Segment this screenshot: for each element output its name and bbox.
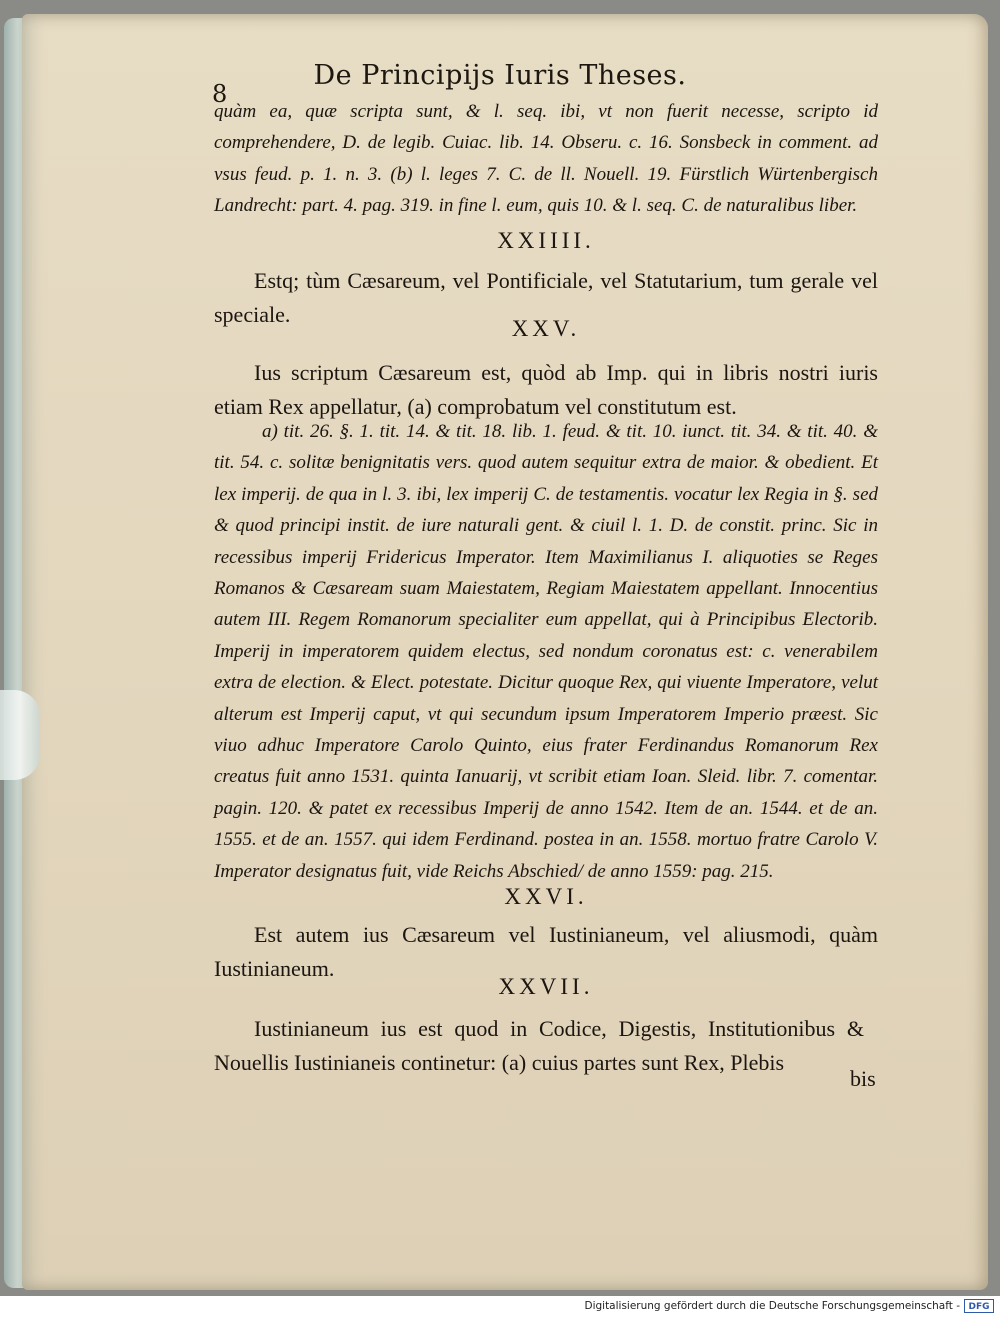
- section-heading-25: XXV.: [511, 316, 581, 341]
- section-heading-26: XXVI.: [504, 884, 588, 909]
- footer-credit: Digitalisierung gefördert durch die Deutsche Forschungsgemeinschaft -: [584, 1300, 960, 1312]
- section-heading-24: XXIIII.: [497, 228, 595, 253]
- section-heading-27: XXVII.: [498, 974, 594, 999]
- paragraph-26: Est autem ius Cæsareum vel Iustinianeum, vel aliusmodi, quàm Iustinianeum.: [214, 922, 878, 981]
- footer-bar: [0, 1297, 1000, 1317]
- dfg-logo-icon[interactable]: DFG: [964, 1299, 994, 1313]
- footnote-top: quàm ea, quæ scripta sunt, & l. seq. ibi, vt non fuerit necesse, scripto id comprehendere, D. de legib. Cuiac. lib. 14. Obseru. c. 16. Sonsbeck in comment. ad vsus feud. p. 1. n. 3. (b) l. leges 7. C. de ll. Nouell. 19. Fürstlich Würtenbergisch Landrecht: part. 4. pag. 319. in fine l. eum, quis 10. & l. seq. C. de naturalibus liber.: [214, 101, 878, 217]
- paragraph-25: Ius scriptum Cæsareum est, quòd ab Imp. qui in libris nostri iuris etiam Rex appellatur, (a) comprobatum vel constitutum est.: [214, 360, 878, 419]
- running-head: De Principijs Iuris Theses.: [313, 60, 687, 91]
- footnote-25: a) tit. 26. §. 1. tit. 14. & tit. 18. lib. 1. feud. & tit. 10. iunct. tit. 34. & tit. 40. & tit. 54. c. solitæ benignitatis vers. quod autem sequitur extra de maior. & obedient. Et lex imperij. de qua in l. 3. ibi, lex imperij C. de testamentis. vocatur lex Regia in §. sed & quod principi instit. de iure naturali gent. & ciuil l. 1. D. de constit. princ. Sic in recessibus imperij Fridericus Imperator. Item Maximilianus I. aliquoties se Reges Romanos & Cæsaream suam Maiestatem, Regiam Maiestatem appellant. Innocentius autem III. Regem Romanorum specialiter eum appellat, qui à Principibus Electorib. Imperij in imperatorem quidem electus, sed nondum coronatus est: c. venerabilem extra de election. & Elect. potestate. Dicitur quoque Rex, qui viuente Imperatore, velut alterum est Imperij caput, vt qui secundum ipsum Imperatorem Imperio præest. Sic viuo adhuc Imperatore Carolo Quinto, eius frater Ferdinandus Romanorum Rex creatus fuit anno 1531. quinta Ianuarij, vt scribit etiam Ioan. Sleid. libr. 7. comentar. pagin. 120. & patet ex recessibus Imperij de anno 1542. Item de an. 1544. et de an. 1555. et de an. 1557. qui idem Ferdinand. postea in an. 1558. mortuo fratre Carolo V. Imperator designatus fuit, vide Reichs Abschied/ de anno 1559: pag. 215.: [214, 421, 878, 882]
- paragraph-24: Estq; tùm Cæsareum, vel Pontificiale, vel Statutarium, tum gerale vel speciale.: [214, 268, 878, 327]
- page-number: 8: [212, 80, 228, 108]
- paragraph-27: Iustinianeum ius est quod in Codice, Digestis, Institutionibus & Nouellis Iustinianeis continetur: (a) cuius partes sunt Rex, Plebis: [214, 1016, 864, 1075]
- catchword: bis: [850, 1066, 876, 1091]
- page-clip: [0, 690, 40, 780]
